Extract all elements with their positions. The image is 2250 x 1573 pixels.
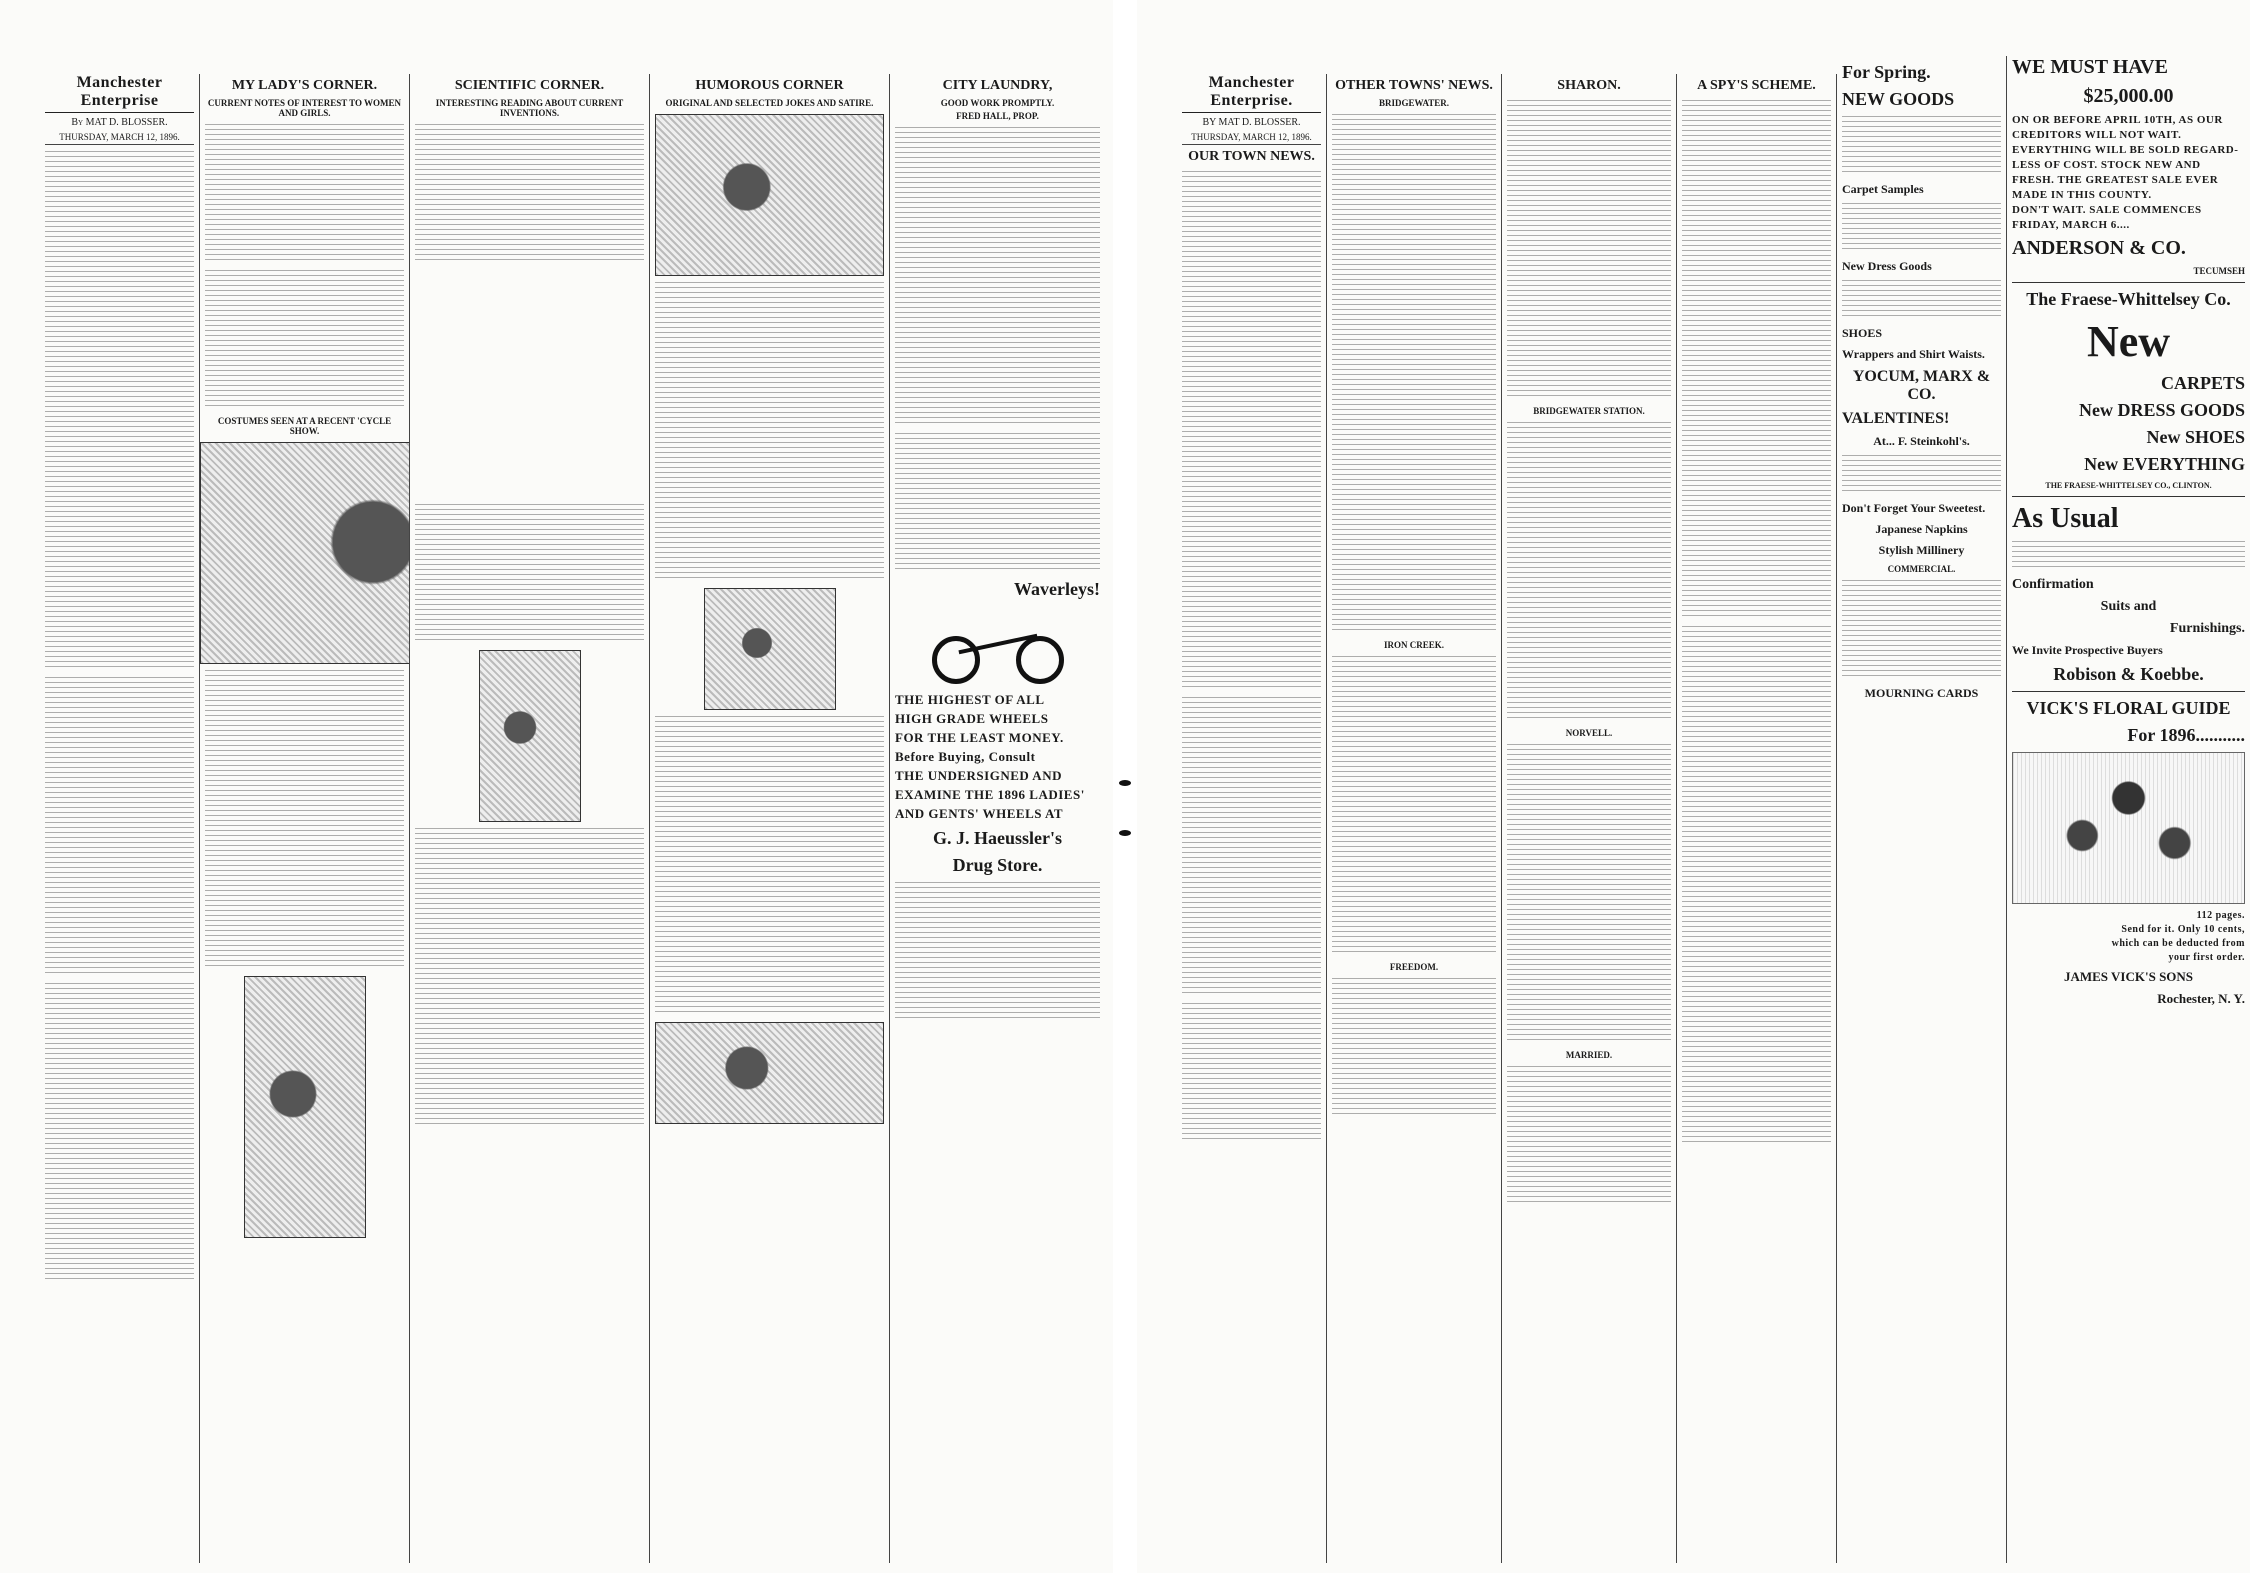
article-text (1332, 656, 1496, 956)
ad-line: THE HIGHEST OF ALL (895, 692, 1045, 707)
usual-ad-item: Furnishings. (2169, 621, 2245, 636)
flower-illustration (2012, 752, 2245, 904)
section-subheading: INTERESTING READING ABOUT CURRENT INVENTIONS. (435, 98, 624, 118)
masthead-date: THURSDAY, MARCH 12, 1896. (45, 130, 194, 145)
section-subheading: ORIGINAL AND SELECTED JOKES AND SATIRE. (665, 98, 874, 108)
fraese-ad-footer: THE FRAESE-WHITTELSEY CO., CLINTON. (2045, 481, 2212, 490)
spring-ad-item: Don't Forget Your Sweetest. (1842, 501, 1986, 515)
article-text (415, 124, 644, 264)
costume-illustration (200, 442, 410, 664)
town-heading: BRIDGEWATER STATION. (1533, 406, 1645, 416)
fraese-ad-new: New (2086, 317, 2171, 366)
article-text (205, 670, 404, 970)
usual-ad-item: Suits and (2100, 599, 2157, 614)
column-4 (650, 74, 890, 1563)
town-heading: BRIDGEWATER. (1378, 98, 1450, 108)
anderson-ad-line: MADE IN THIS COUNTY. (2012, 189, 2152, 201)
spring-ad-column (1837, 56, 2007, 1563)
newspaper-page-left (0, 0, 1113, 1573)
column-2 (200, 74, 410, 1563)
section-heading: SCIENTIFIC CORNER. (454, 78, 605, 93)
anderson-ad-line: DON'T WAIT. SALE COMMENCES (2012, 204, 2202, 216)
fraese-ad-item: New EVERYTHING (2084, 454, 2245, 474)
article-text (1682, 626, 1831, 1146)
column-2 (1327, 74, 1502, 1563)
ad-store-name: G. J. Haeussler's (933, 828, 1062, 848)
spring-ad-item: VALENTINES! (1842, 410, 1950, 427)
masthead-byline: BY MAT D. BLOSSER. (1202, 117, 1301, 128)
article-text (1507, 744, 1671, 1044)
spring-ad-item: NEW GOODS (1842, 89, 1955, 109)
vick-ad-line: 112 pages. (2196, 910, 2245, 921)
town-heading: NORVELL. (1565, 728, 1613, 738)
anderson-ad-amount: $25,000.00 (2083, 85, 2174, 107)
section-subheading: CURRENT NOTES OF INTEREST TO WOMEN AND GIRLS. (207, 98, 402, 118)
spring-ad-title: For Spring. (1842, 62, 1931, 82)
ad-line: HIGH GRADE WHEELS (895, 711, 1049, 726)
article-text (45, 151, 194, 671)
usual-ad-signature: Robison & Koebbe. (2053, 664, 2204, 684)
article-text (1507, 100, 1671, 400)
market-report-text (1842, 580, 2001, 680)
column-4 (1677, 74, 1837, 1563)
town-heading: SHARON. (1557, 78, 1621, 93)
article-text (1332, 114, 1496, 634)
married-heading: MARRIED. (1565, 1050, 1613, 1060)
page-header-band (0, 0, 1113, 74)
article-text (1182, 1003, 1321, 1143)
anderson-ad-place: TECUMSEH (2193, 266, 2245, 276)
article-text (1182, 171, 1321, 691)
article-text (205, 124, 404, 264)
ad-line: Before Buying, Consult (895, 749, 1036, 764)
ad-line: FOR THE LEAST MONEY. (895, 730, 1064, 745)
anderson-ad-line: FRIDAY, MARCH 6.... (2012, 219, 2130, 231)
spring-ad-item: SHOES (1842, 326, 1883, 340)
article-text (655, 282, 884, 582)
column-5 (890, 74, 1105, 1563)
article-text (45, 677, 194, 977)
page-gutter (1113, 0, 1137, 1573)
article-text (895, 433, 1100, 573)
illustration-caption: COSTUMES SEEN AT A RECENT 'CYCLE SHOW. (217, 416, 392, 436)
vick-ad-line: your first order. (2168, 952, 2245, 963)
article-text (1507, 1066, 1671, 1206)
section-heading: MY LADY'S CORNER. (231, 78, 378, 93)
ad-text (1842, 455, 2001, 495)
section-heading: OTHER TOWNS' NEWS. (1335, 78, 1493, 93)
section-heading: HUMOROUS CORNER (695, 78, 844, 93)
usual-ad-title: As Usual (2012, 503, 2119, 534)
column-3 (1502, 74, 1677, 1563)
laundry-ad-proprietor: FRED HALL, PROP. (956, 111, 1039, 121)
spring-ad-item: YOCUM, MARX & CO. (1852, 368, 1991, 403)
article-text (205, 270, 404, 410)
article-text (1682, 100, 1831, 620)
spring-ad-item: New Dress Goods (1842, 259, 1932, 273)
bicycle-illustration (655, 114, 884, 276)
spring-ad-item: Japanese Napkins (1875, 522, 1968, 536)
ad-text (1842, 203, 2001, 253)
fraese-ad-item: New SHOES (2146, 427, 2245, 447)
article-text (655, 716, 884, 1016)
anderson-ad-line: EVERYTHING WILL BE SOLD REGARD- (2012, 144, 2239, 156)
masthead-title: Manchester Enterprise (45, 74, 194, 113)
column-1 (1177, 74, 1327, 1563)
waverleys-ad-title: Waverleys! (1014, 579, 1100, 599)
newspaper-page-right (1137, 0, 2250, 1573)
spring-ad-item: Carpet Samples (1842, 182, 1924, 196)
column-3 (410, 74, 650, 1563)
section-heading: A SPY'S SCHEME. (1697, 78, 1816, 93)
anderson-ad-signature: ANDERSON & CO. (2012, 237, 2186, 259)
anderson-ad-line: LESS OF COST. STOCK NEW AND (2012, 159, 2201, 171)
anderson-ad-line: ON OR BEFORE APRIL 10TH, AS OUR (2012, 114, 2223, 126)
fashion-illustration (479, 650, 581, 822)
anderson-ad-line: FRESH. THE GREATEST SALE EVER (2012, 174, 2219, 186)
spring-ad-item: Stylish Millinery (1878, 543, 1965, 557)
article-text (45, 983, 194, 1283)
article-text (415, 828, 644, 1128)
vick-ad-signature: JAMES VICK'S SONS (2063, 969, 2194, 984)
column-1 (40, 74, 200, 1563)
ad-text (1842, 280, 2001, 320)
spring-ad-item: At... F. Steinkohl's. (1873, 434, 1970, 448)
ad-text (1842, 116, 2001, 176)
article-text (895, 882, 1100, 1022)
bicycle-icon (928, 606, 1068, 686)
vick-ad-line: Send for it. Only 10 cents, (2121, 924, 2245, 935)
article-text (1332, 978, 1496, 1118)
spring-ad-item: Wrappers and Shirt Waists. (1842, 347, 1985, 361)
birds-illustration (655, 1022, 884, 1124)
masthead-title: Manchester Enterprise. (1182, 74, 1321, 113)
article-text (895, 127, 1100, 427)
masthead-byline: By MAT D. BLOSSER. (71, 117, 168, 128)
ad-line: EXAMINE THE 1896 LADIES' (895, 787, 1085, 802)
article-text (1507, 422, 1671, 722)
commercial-heading: COMMERCIAL. (1887, 564, 1956, 574)
fraese-ad-item: CARPETS (2160, 373, 2245, 393)
article-text (415, 504, 644, 644)
vick-ad-year: For 1896........... (2127, 725, 2245, 745)
article-text (1182, 697, 1321, 997)
anderson-ad-line: CREDITORS WILL NOT WAIT. (2012, 129, 2182, 141)
section-heading: OUR TOWN NEWS. (1188, 149, 1315, 164)
usual-ad-item: We Invite Prospective Buyers (2012, 643, 2163, 657)
fraese-ad-name: The Fraese-Whittelsey Co. (2026, 289, 2231, 309)
ad-store-type: Drug Store. (952, 855, 1043, 875)
anderson-ad-headline: WE MUST HAVE (2012, 56, 2168, 78)
display-ads-column (2007, 56, 2250, 1563)
ad-text (2012, 541, 2245, 571)
laundry-ad-title: CITY LAUNDRY, (942, 78, 1053, 93)
vick-ad-title: VICK'S FLORAL GUIDE (2026, 698, 2231, 718)
women-illustration (704, 588, 836, 710)
usual-ad-item: Confirmation (2012, 577, 2094, 592)
ad-line: AND GENTS' WHEELS AT (895, 806, 1064, 821)
masthead-date: THURSDAY, MARCH 12, 1896. (1182, 130, 1321, 145)
ad-line: THE UNDERSIGNED AND (895, 768, 1062, 783)
town-heading: FREEDOM. (1389, 962, 1439, 972)
laundry-ad-tagline: GOOD WORK PROMPTLY. (940, 98, 1055, 108)
town-heading: IRON CREEK. (1383, 640, 1444, 650)
vick-ad-line: which can be deducted from (2111, 938, 2245, 949)
spring-ad-item: MOURNING CARDS (1864, 686, 1979, 700)
dress-illustration (244, 976, 366, 1238)
fraese-ad-item: New DRESS GOODS (2078, 400, 2245, 420)
vick-ad-place: Rochester, N. Y. (2157, 991, 2245, 1006)
